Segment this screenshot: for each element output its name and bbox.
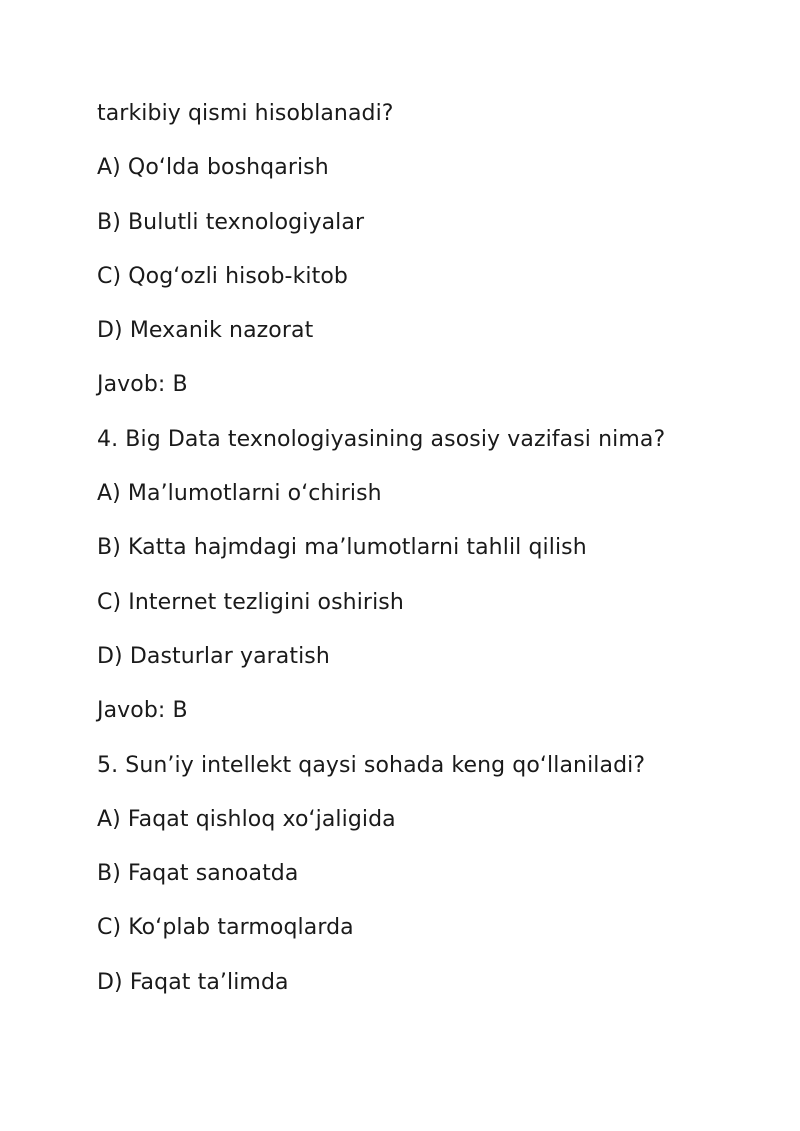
answer-option-c: C) Qog‘ozli hisob-kitob [97, 263, 348, 289]
answer-option-c: C) Ko‘plab tarmoqlarda [97, 915, 354, 941]
question-4: 4. Big Data texnologiyasining asosiy vazifasi nima? [97, 426, 666, 452]
question-list [97, 96, 757, 1019]
answer-option-a: A) Faqat qishloq xo‘jaligida [97, 806, 396, 832]
answer-option-b: B) Bulutli texnologiyalar [97, 209, 365, 235]
question-continuation: tarkibiy qismi hisoblanadi? [97, 101, 394, 126]
answer-option-b: B) Katta hajmdagi ma’lumotlarni tahlil qilish [97, 535, 587, 561]
answer-option-a: A) Qo‘lda boshqarish [97, 155, 329, 181]
answer-option-a: A) Ma’lumotlarni o‘chirish [97, 481, 382, 507]
answer-option-b: B) Faqat sanoatda [97, 861, 299, 887]
answer-option-d: D) Faqat ta’limda [97, 969, 289, 995]
answer-option-c: C) Internet tezligini oshirish [97, 589, 404, 615]
answer-option-d: D) Mexanik nazorat [97, 318, 314, 344]
answer-key: Javob: B [97, 372, 188, 398]
answer-option-d: D) Dasturlar yaratish [97, 643, 330, 669]
question-5: 5. Sun’iy intellekt qaysi sohada keng qo‘llaniladi? [97, 752, 646, 778]
answer-key: Javob: B [97, 698, 188, 724]
